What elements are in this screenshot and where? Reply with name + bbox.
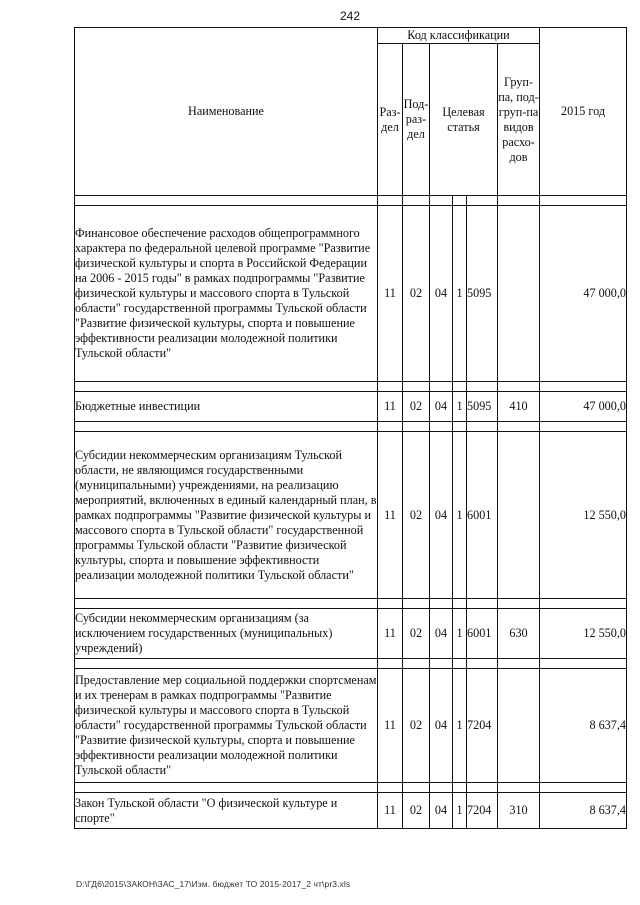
cell-name: Субсидии некоммерческим организациям (за исключением государственных (муниципальных) учреждений) (75, 609, 378, 659)
cell-name: Предоставление мер социальной поддержки спортсменам и их тренерам в рамках подпрограммы "Развитие физической культуры и массового спорта в Тульской области" государственной программы Тульской области "Развитие физической культуры, спорта и повышение эффективности реализации молодежной политики Тульской области" (75, 669, 378, 783)
cell-amount: 8 637,4 (540, 793, 627, 829)
cell-target-part-1: 04 (430, 206, 453, 382)
cell-podrazdel: 02 (403, 206, 430, 382)
cell-name: Бюджетные инвестиции (75, 392, 378, 422)
cell-amount: 47 000,0 (540, 206, 627, 382)
cell-razdel: 11 (378, 206, 403, 382)
cell-target-part-1: 04 (430, 609, 453, 659)
cell-amount: 12 550,0 (540, 609, 627, 659)
cell-expense-type: 410 (498, 392, 540, 422)
cell-target-part-2: 1 (453, 392, 467, 422)
cell-razdel: 11 (378, 609, 403, 659)
cell-razdel: 11 (378, 669, 403, 783)
file-path-footer: D:\ГД6\2015\ЗАКОН\ЗАС_17\Изм. бюджет ТО 2015-2017_2 чт\pr3.xls (76, 879, 351, 889)
table-row (75, 793, 627, 829)
cell-podrazdel: 02 (403, 669, 430, 783)
cell-podrazdel: 02 (403, 432, 430, 599)
cell-target-part-1: 04 (430, 793, 453, 829)
cell-target-part-2: 1 (453, 669, 467, 783)
cell-target-part-3: 5095 (467, 206, 498, 382)
cell-target-part-2: 1 (453, 432, 467, 599)
header-gruppa: Груп-па, под-груп-па видов расхо-дов (498, 44, 540, 196)
cell-expense-type (498, 669, 540, 783)
cell-amount: 12 550,0 (540, 432, 627, 599)
cell-name: Финансовое обеспечение расходов общепрограммного характера по федеральной целевой программе "Развитие физической культуры и спорта в Российской Федерации на 2006 - 2015 годы" в рамках подпрограммы "Развитие физической культуры и массового спорта в Тульской области" государственной программы Тульской области "Развитие физической культуры, спорта и повышение эффективности реализации молодежной политики Тульской области" (75, 206, 378, 382)
spacer-row (75, 196, 627, 206)
cell-target-part-3: 7204 (467, 793, 498, 829)
cell-target-part-3: 6001 (467, 609, 498, 659)
header-row-1 (75, 28, 627, 44)
spacer-row (75, 422, 627, 432)
header-celevaya: Целевая статья (430, 44, 498, 196)
table-row (75, 609, 627, 659)
cell-target-part-2: 1 (453, 793, 467, 829)
header-name: Наименование (75, 28, 378, 196)
cell-amount: 8 637,4 (540, 669, 627, 783)
cell-target-part-1: 04 (430, 669, 453, 783)
spacer-row (75, 599, 627, 609)
table-row (75, 669, 627, 783)
cell-target-part-3: 7204 (467, 669, 498, 783)
header-code-group: Код классификации (378, 28, 540, 44)
cell-razdel: 11 (378, 392, 403, 422)
cell-podrazdel: 02 (403, 609, 430, 659)
table-row (75, 206, 627, 382)
cell-amount: 47 000,0 (540, 392, 627, 422)
cell-razdel: 11 (378, 793, 403, 829)
cell-target-part-2: 1 (453, 609, 467, 659)
cell-podrazdel: 02 (403, 793, 430, 829)
cell-expense-type: 310 (498, 793, 540, 829)
table-row (75, 432, 627, 599)
cell-expense-type (498, 432, 540, 599)
cell-target-part-1: 04 (430, 392, 453, 422)
header-razdel: Раз-дел (378, 44, 403, 196)
cell-target-part-3: 6001 (467, 432, 498, 599)
table-row (75, 392, 627, 422)
cell-target-part-3: 5095 (467, 392, 498, 422)
cell-name: Закон Тульской области "О физической культуре и спорте" (75, 793, 378, 829)
spacer-row (75, 783, 627, 793)
cell-name: Субсидии некоммерческим организациям Тульской области, не являющимся государственными (муниципальными) учреждениями, на реализацию мероприятий, включенных в единый календарный план, в рамках подпрограммы "Развитие физической культуры и массового спорта в Тульской области" государственной программы Тульской области "Развитие физической культуры, спорта и повышение эффективности реализации молодежной политики Тульской области" (75, 432, 378, 599)
cell-podrazdel: 02 (403, 392, 430, 422)
cell-razdel: 11 (378, 432, 403, 599)
page-number: 242 (339, 9, 361, 23)
header-year: 2015 год (540, 28, 627, 196)
budget-table (74, 27, 627, 829)
cell-expense-type: 630 (498, 609, 540, 659)
spacer-row (75, 659, 627, 669)
header-podrazdel: Под-раз-дел (403, 44, 430, 196)
cell-target-part-1: 04 (430, 432, 453, 599)
spacer-row (75, 382, 627, 392)
cell-target-part-2: 1 (453, 206, 467, 382)
cell-expense-type (498, 206, 540, 382)
